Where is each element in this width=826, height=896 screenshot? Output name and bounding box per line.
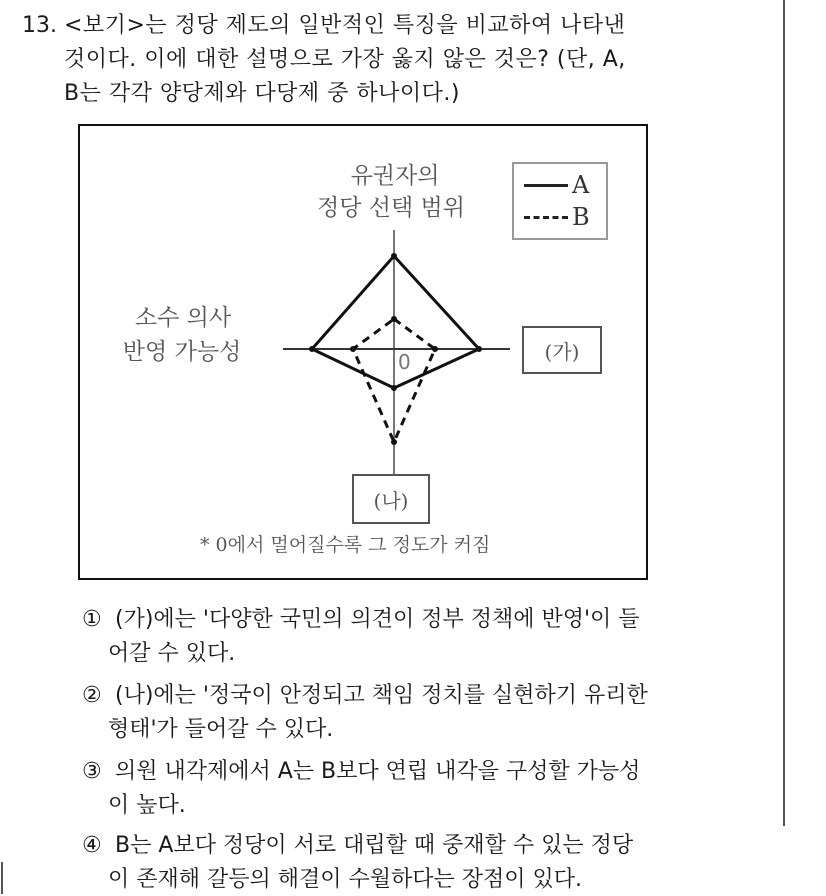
axis-label-top-line-2: 정당 선택 범위 — [317, 195, 465, 221]
choice-4-marker: ④ — [82, 833, 102, 858]
origin-label: 0 — [398, 350, 411, 374]
choice-2-text-cont: 형태'가 들어갈 수 있다. — [108, 717, 334, 742]
blank-box-ga: (가) — [522, 326, 602, 374]
dashed-line-icon — [524, 216, 568, 219]
choice-4-text-cont: 이 존재해 갈등의 해결이 수월하다는 장점이 있다. — [108, 867, 582, 892]
column-divider-left — [1, 862, 3, 894]
legend-item-a: A — [524, 170, 589, 200]
legend — [512, 162, 608, 240]
choice-1[interactable] — [82, 604, 640, 636]
legend-item-b: B — [524, 202, 590, 232]
question-text-line-1: <보기>는 정당 제도의 일반적인 특징을 비교하여 나타낸 — [64, 13, 626, 38]
figure-box — [78, 124, 648, 580]
choice-2[interactable] — [82, 680, 648, 712]
axis-label-left-line-2: 반영 가능성 — [122, 339, 242, 365]
series-a-polygon — [312, 256, 479, 388]
solid-line-icon — [524, 184, 568, 187]
choice-2-marker: ② — [82, 683, 102, 708]
choice-3-text-cont: 이 높다. — [108, 793, 186, 818]
choice-1-text: (가)에는 '다양한 국민의 의견이 정부 정책에 반영'이 들 — [115, 607, 640, 632]
blank-box-na: (나) — [352, 474, 430, 524]
choice-3[interactable] — [82, 756, 640, 788]
figure-footnote: * 0에서 멀어질수록 그 정도가 커짐 — [200, 534, 491, 556]
choice-4[interactable] — [82, 830, 633, 862]
choice-3-text: 의원 내각제에서 A는 B보다 연립 내각을 구성할 가능성 — [115, 759, 641, 784]
choice-1-marker: ① — [82, 607, 102, 632]
column-divider-right — [783, 0, 785, 826]
choice-3-marker: ③ — [82, 759, 102, 784]
choice-1-text-cont: 어갈 수 있다. — [108, 641, 236, 666]
question-text-line-2: 것이다. 이에 대한 설명으로 가장 옳지 않은 것은? (단, A, — [64, 47, 626, 72]
axis-label-top-line-1: 유권자의 — [350, 163, 440, 189]
question-number: 13. — [22, 13, 57, 38]
choice-2-text: (나)에는 '정국이 안정되고 책임 정치를 실현하기 유리한 — [115, 683, 648, 708]
axis-label-left-line-1: 소수 의사 — [134, 305, 232, 331]
choice-4-text: B는 A보다 정당이 서로 대립할 때 중재할 수 있는 정당 — [115, 833, 634, 858]
question-text-line-3: B는 각각 양당제와 다당제 중 하나이다.) — [64, 81, 460, 106]
